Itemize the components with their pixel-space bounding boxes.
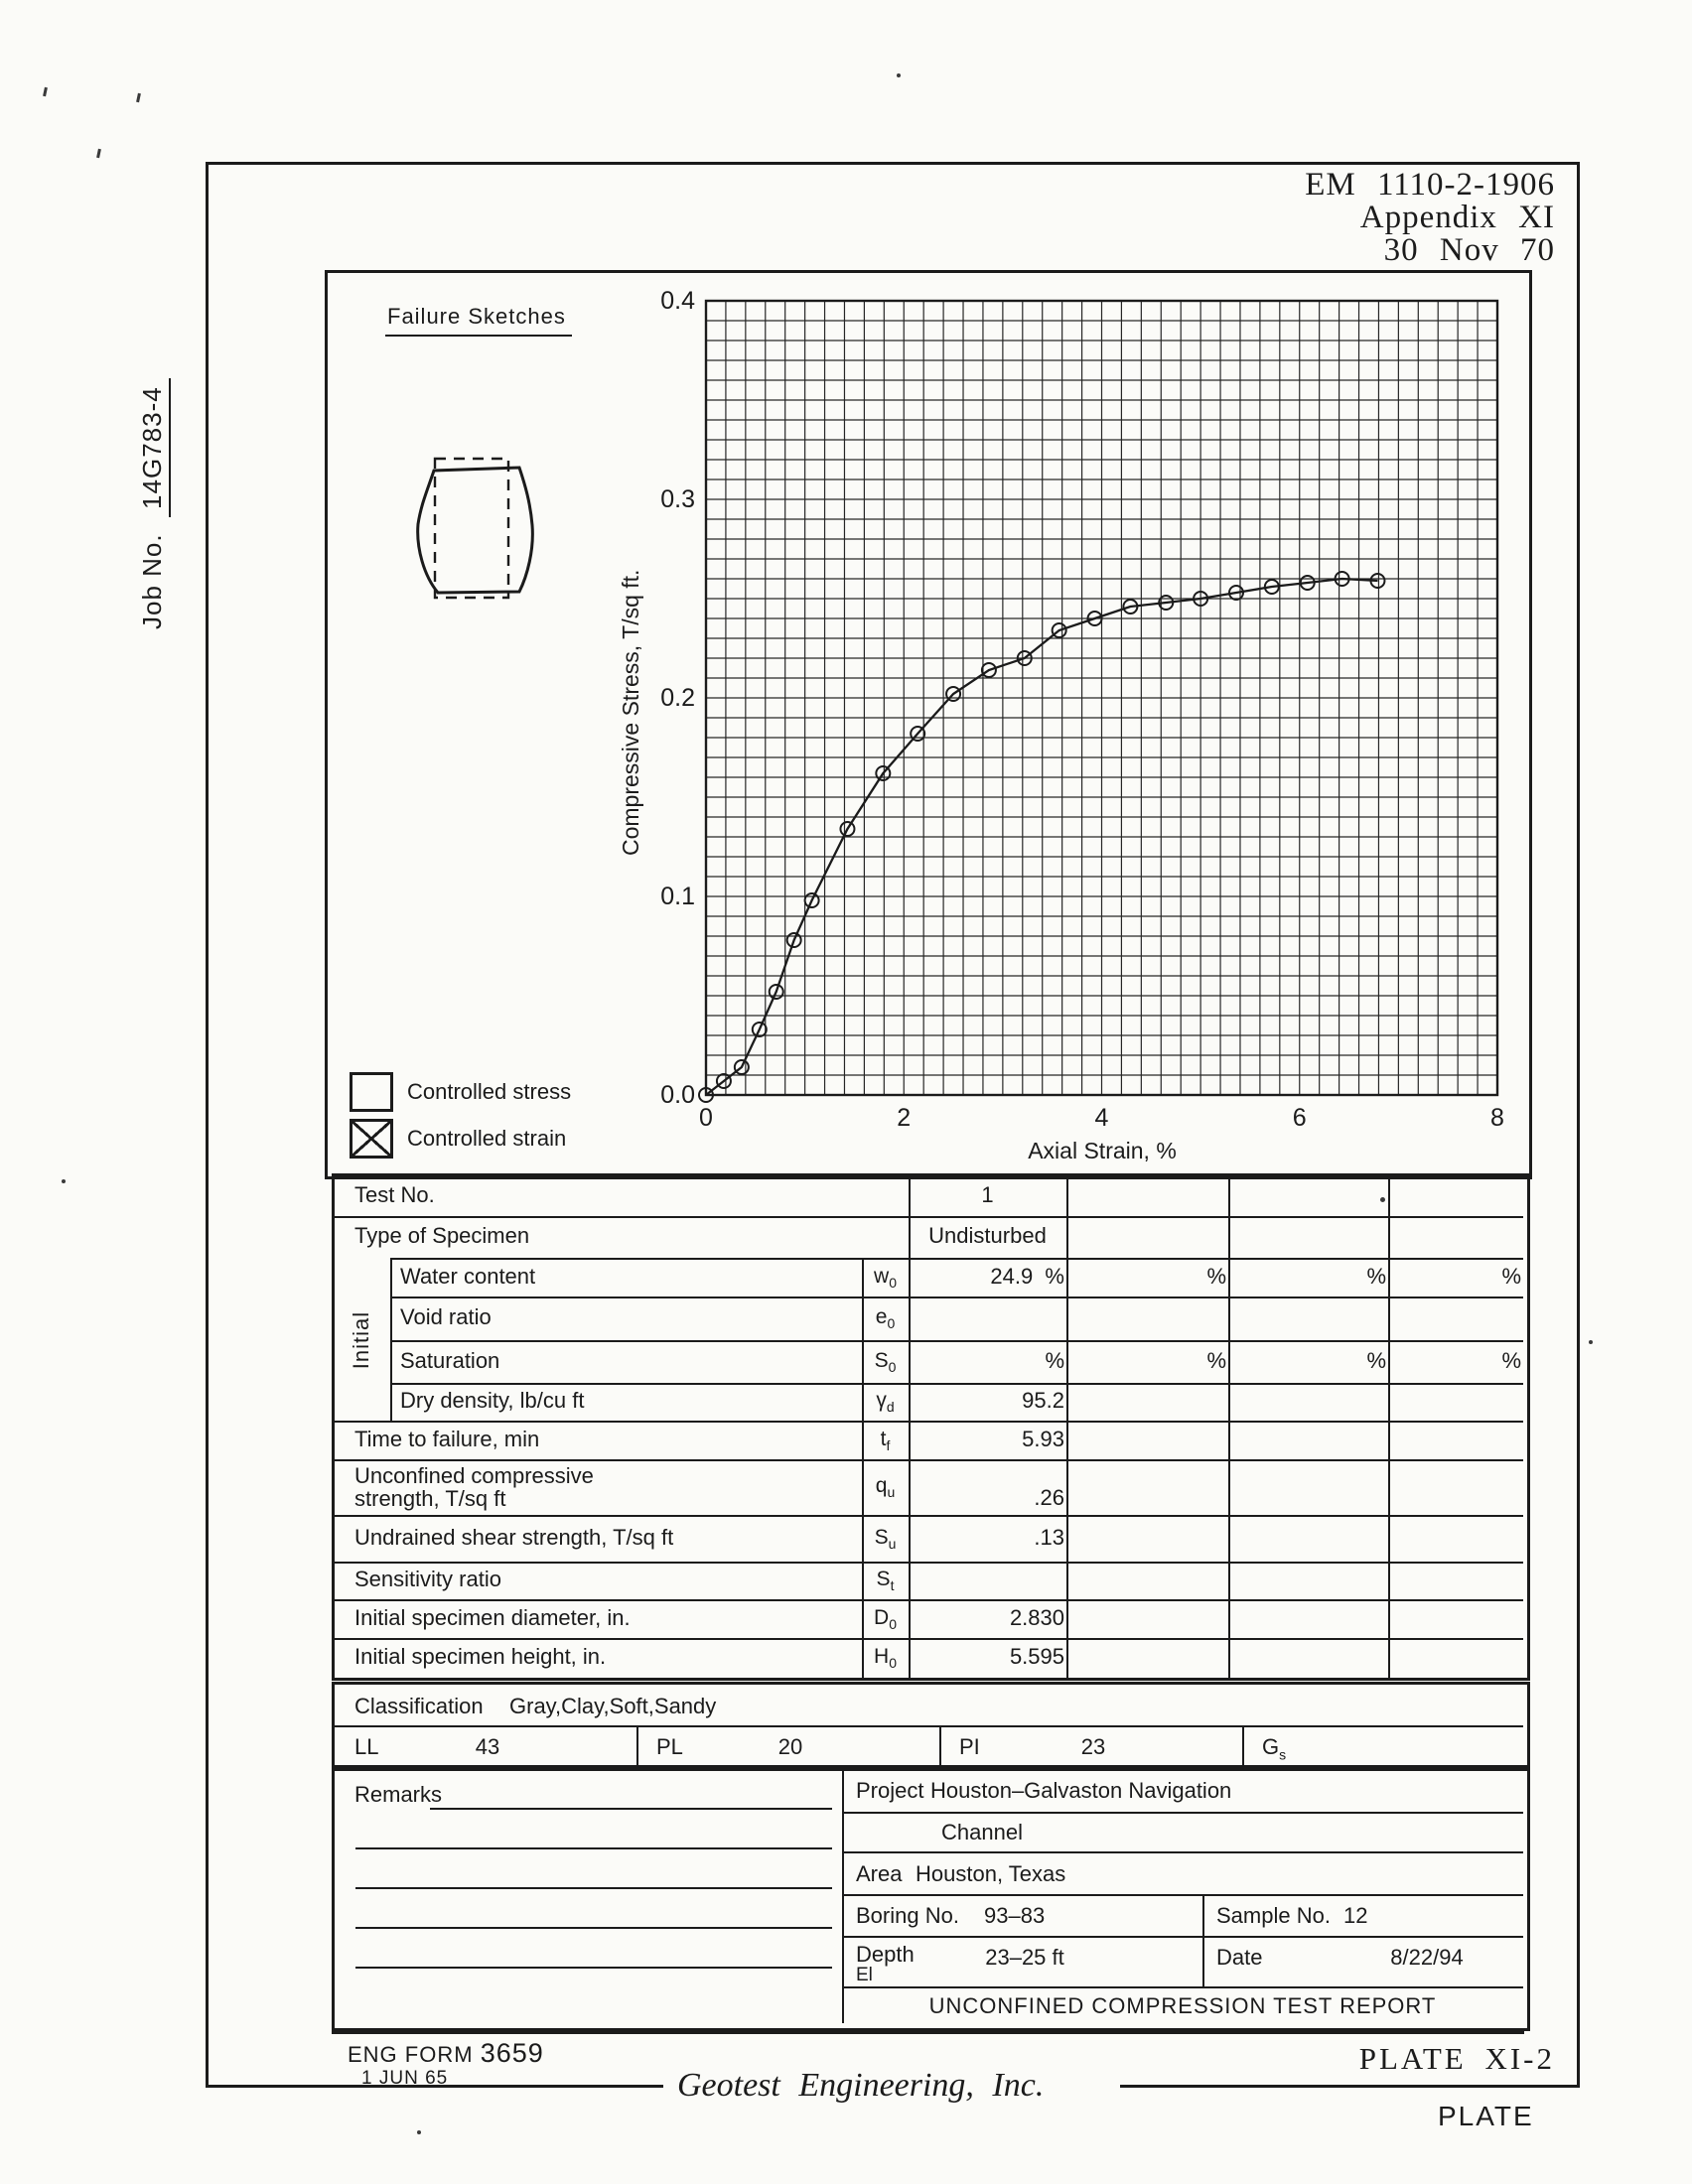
symbol-subscript: 0 — [887, 1315, 896, 1332]
job-number-value: 14G783-4 — [137, 378, 171, 517]
initial-group-label: Initial — [349, 1310, 373, 1370]
eng-form-stamp — [348, 2038, 544, 2090]
sample-no-label: Sample No. — [1216, 1903, 1331, 1928]
row-divider — [335, 1599, 1523, 1601]
project-label: Project — [856, 1778, 924, 1803]
divider — [1066, 1297, 1068, 1340]
symbol-undrained — [862, 1526, 909, 1552]
boring-no-label: Boring No. — [856, 1903, 959, 1928]
pi-value: 23 — [1080, 1734, 1106, 1759]
symbol-void — [862, 1305, 909, 1331]
y-tick-label: 0.3 — [660, 485, 695, 513]
x-tick-label: 4 — [1094, 1104, 1109, 1132]
divider — [1228, 1638, 1230, 1678]
date-label: Date — [1216, 1945, 1263, 1970]
symbol-time_failure — [862, 1428, 909, 1453]
row-divider — [390, 1340, 1523, 1342]
symbol-sensitivity — [862, 1568, 909, 1593]
project-value: Houston–Galvaston Navigation — [930, 1778, 1232, 1803]
row-divider — [335, 1515, 1523, 1517]
divider — [1388, 1638, 1390, 1678]
eng-form-label: ENG FORM — [348, 2042, 474, 2067]
divider — [909, 1562, 911, 1599]
divider — [1388, 1515, 1390, 1562]
classification-value: Gray,Clay,Soft,Sandy — [509, 1694, 717, 1718]
row-label-void: Void ratio — [400, 1304, 492, 1329]
cell-type-0: Undisturbed — [928, 1223, 1047, 1248]
x-tick-label: 0 — [699, 1104, 713, 1132]
row-label-time_failure: Time to failure, min — [354, 1427, 540, 1451]
divider — [1388, 1599, 1390, 1638]
row-divider — [335, 1562, 1523, 1564]
form-number: 3659 — [480, 2038, 544, 2068]
row-label-line1: Unconfined compressive — [354, 1463, 594, 1488]
x-tick-label: 8 — [1490, 1104, 1504, 1132]
cell-saturation-0: % — [1045, 1348, 1064, 1373]
job-number-label: Job No. — [137, 533, 167, 629]
symbol-subscript: f — [886, 1437, 891, 1454]
remarks-project-section — [332, 1765, 1530, 2031]
symbol-water — [862, 1265, 909, 1291]
depth-value: 23–25 ft — [985, 1945, 1064, 1970]
divider — [842, 1812, 1523, 1814]
row-label-unconfined — [354, 1464, 594, 1510]
divider — [1066, 1176, 1068, 1216]
row-divider — [335, 1216, 1523, 1218]
y-tick-label: 0.0 — [660, 1081, 695, 1109]
failure-sketch-original-outline — [435, 459, 508, 598]
symbol-dry_density — [862, 1389, 909, 1415]
divider — [1228, 1216, 1230, 1258]
plate-number: PLATE XI-2 — [1358, 2041, 1555, 2076]
table-row-saturation — [335, 1340, 1523, 1383]
remarks-blank-line — [355, 1927, 832, 1929]
remarks-blank-line — [355, 1967, 832, 1969]
cell-saturation-1: % — [1206, 1348, 1226, 1373]
cell-diameter-0: 2.830 — [1009, 1605, 1064, 1630]
pi-label: PI — [959, 1734, 980, 1759]
table-row-unconfined — [335, 1459, 1523, 1515]
table-row-time_failure — [335, 1421, 1523, 1459]
pl-value: 20 — [777, 1734, 803, 1759]
cell-undrained-0: .13 — [1034, 1525, 1064, 1550]
manual-number: EM 1110-2-1906 — [1305, 167, 1555, 203]
cell-unconfined-0: .26 — [1034, 1485, 1064, 1510]
x-axis-title: Axial Strain, % — [1028, 1138, 1177, 1163]
company-name: Geotest Engineering, Inc. — [677, 2067, 1045, 2104]
symbol-letter: S — [874, 1349, 889, 1372]
cell-time_failure-0: 5.93 — [1022, 1427, 1064, 1451]
gs-label: $G_s$ — [1262, 1734, 1287, 1763]
symbol-subscript: 0 — [889, 1275, 897, 1292]
x-tick-label: 2 — [897, 1104, 912, 1132]
controlled-stress-checkbox — [350, 1072, 393, 1112]
row-label-type: Type of Specimen — [354, 1223, 530, 1248]
divider — [1228, 1562, 1230, 1599]
symbol-subscript: t — [890, 1577, 895, 1594]
symbol-subscript: 0 — [889, 1616, 897, 1633]
table-row-diameter — [335, 1599, 1523, 1638]
divider — [1228, 1383, 1230, 1421]
double-border-line — [332, 2031, 1524, 2034]
initial-group-strip — [335, 1258, 392, 1421]
row-divider — [335, 1459, 1523, 1461]
row-divider — [390, 1383, 1523, 1385]
row-label-height: Initial specimen height, in. — [354, 1644, 607, 1669]
divider — [1228, 1421, 1230, 1459]
document-date: 30 Nov 70 — [1383, 232, 1555, 268]
cell-saturation-3: % — [1501, 1348, 1521, 1373]
form-date: 1 JUN 65 — [361, 2068, 449, 2089]
row-label-diameter: Initial specimen diameter, in. — [354, 1605, 631, 1630]
divider — [1388, 1459, 1390, 1515]
symbol-letter: w — [874, 1265, 890, 1288]
symbol-saturation — [862, 1349, 909, 1375]
symbol-letter: S — [876, 1568, 891, 1590]
plate-word: PLATE — [1438, 2101, 1534, 2131]
divider — [1228, 1599, 1230, 1638]
project-value-line2: Channel — [941, 1820, 1023, 1844]
controlled-stress-label: Controlled stress — [407, 1079, 572, 1104]
y-tick-label: 0.1 — [660, 883, 695, 910]
classification-table — [332, 1682, 1530, 1771]
symbol-letter: γ — [876, 1389, 887, 1412]
divider — [335, 1725, 1523, 1727]
row-label-sensitivity: Sensitivity ratio — [354, 1567, 501, 1591]
report-title: UNCONFINED COMPRESSION TEST REPORT — [928, 1993, 1437, 2018]
classification-label: Classification — [354, 1694, 484, 1718]
ll-value: 43 — [475, 1734, 500, 1759]
divider — [1228, 1176, 1230, 1216]
divider — [909, 1297, 911, 1340]
row-divider — [335, 1638, 1523, 1640]
symbol-letter: S — [874, 1526, 889, 1549]
symbol-letter: q — [875, 1474, 888, 1497]
divider — [1388, 1216, 1390, 1258]
failure-sketches-title: Failure Sketches — [385, 304, 572, 337]
area-label: Area — [856, 1861, 903, 1886]
divider — [1388, 1297, 1390, 1340]
x-tick-label: 6 — [1292, 1104, 1307, 1132]
appendix-number: Appendix XI — [1359, 200, 1555, 235]
divider — [842, 1936, 1523, 1938]
divider — [1228, 1297, 1230, 1340]
table-row-test_no — [335, 1176, 1523, 1216]
controlled-strain-checkbox — [350, 1119, 393, 1159]
divider — [1388, 1562, 1390, 1599]
divider — [842, 1894, 1523, 1896]
row-label-dry_density: Dry density, lb/cu ft — [400, 1388, 585, 1413]
row-label-saturation: Saturation — [400, 1348, 500, 1373]
divider — [1066, 1216, 1068, 1258]
symbol-unconfined — [862, 1474, 909, 1500]
boring-no-value: 93–83 — [984, 1903, 1046, 1928]
symbol-letter: D — [874, 1606, 890, 1629]
table-row-water — [335, 1258, 1523, 1297]
controlled-strain-label: Controlled strain — [407, 1126, 567, 1151]
divider — [1388, 1176, 1390, 1216]
symbol-letter: t — [880, 1428, 887, 1450]
ll-label: LL — [354, 1734, 379, 1759]
cell-height-0: 5.595 — [1009, 1644, 1064, 1669]
table-row-type — [335, 1216, 1523, 1258]
divider — [1228, 1459, 1230, 1515]
symbol-letter: H — [874, 1645, 890, 1668]
divider — [842, 1851, 1523, 1853]
remarks-label: Remarks — [354, 1782, 443, 1807]
pl-label: PL — [656, 1734, 683, 1759]
el-label: El — [856, 1965, 873, 1985]
table-row-void — [335, 1297, 1523, 1340]
table-row-dry_density — [335, 1383, 1523, 1421]
divider — [939, 1725, 941, 1765]
y-axis-title: Compressive Stress, T/sq ft. — [618, 569, 643, 856]
cell-water-2: % — [1366, 1264, 1386, 1289]
cell-water-3: % — [1501, 1264, 1521, 1289]
symbol-subscript: u — [887, 1484, 896, 1501]
row-label-undrained: Undrained shear strength, T/sq ft — [354, 1525, 674, 1550]
y-tick-label: 0.2 — [660, 684, 695, 712]
remarks-blank-line — [430, 1808, 832, 1810]
divider — [842, 1986, 1523, 1988]
depth-label: Depth — [856, 1942, 915, 1967]
row-label-test_no: Test No. — [354, 1182, 435, 1207]
table-row-undrained — [335, 1515, 1523, 1562]
symbol-letter: e — [875, 1305, 888, 1328]
symbol-subscript: d — [886, 1399, 895, 1416]
symbol-subscript: 0 — [889, 1655, 897, 1672]
cell-saturation-2: % — [1366, 1348, 1386, 1373]
row-label-line2: strength, T/sq ft — [354, 1486, 506, 1511]
divider — [1202, 1894, 1204, 1986]
divider — [636, 1725, 638, 1765]
remarks-blank-line — [355, 1887, 832, 1889]
row-divider — [335, 1258, 1523, 1260]
row-divider — [390, 1297, 1523, 1298]
table-row-sensitivity — [335, 1562, 1523, 1599]
symbol-diameter — [862, 1606, 909, 1632]
remarks-blank-line — [355, 1847, 832, 1849]
divider — [1066, 1562, 1068, 1599]
chart-grid — [706, 301, 1497, 1095]
cell-water-0: 24.9 % — [990, 1264, 1064, 1289]
row-label-water: Water content — [400, 1264, 536, 1289]
divider — [1388, 1383, 1390, 1421]
divider — [1228, 1515, 1230, 1562]
divider — [1242, 1725, 1244, 1765]
symbol-subscript: u — [888, 1536, 897, 1553]
y-tick-label: 0.4 — [660, 287, 695, 315]
symbol-height — [862, 1645, 909, 1671]
table-row-height — [335, 1638, 1523, 1678]
cell-test_no-0: 1 — [981, 1182, 994, 1207]
specimen-data-table — [332, 1173, 1530, 1681]
sample-no-value: 12 — [1343, 1903, 1368, 1928]
area-value: Houston, Texas — [916, 1861, 1066, 1886]
date-value: 8/22/94 — [1390, 1945, 1464, 1970]
divider — [1388, 1421, 1390, 1459]
cell-water-1: % — [1206, 1264, 1226, 1289]
symbol-subscript: 0 — [888, 1359, 897, 1376]
cell-dry_density-0: 95.2 — [1022, 1388, 1064, 1413]
row-divider — [335, 1421, 1523, 1423]
